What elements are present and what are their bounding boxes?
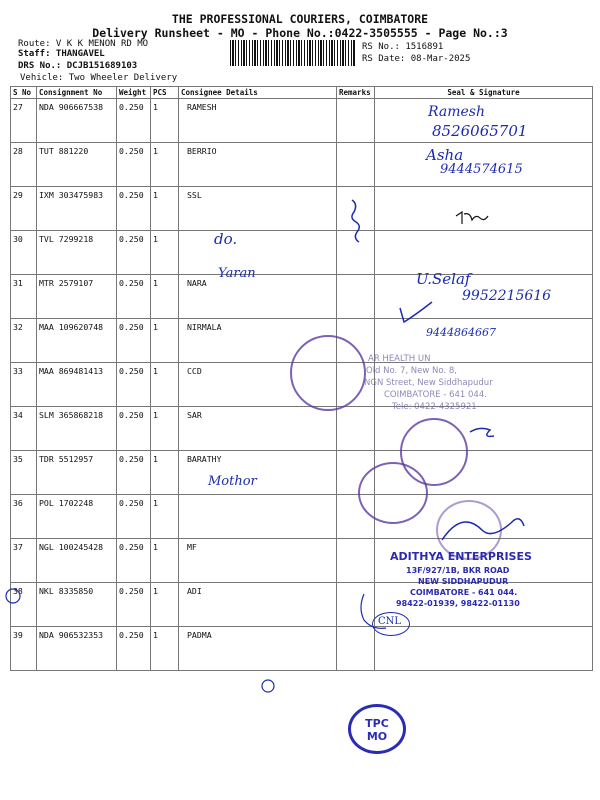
tpc-mo-stamp [348, 704, 406, 754]
signature-scribble [470, 428, 494, 436]
row-sno: 38 [11, 583, 37, 627]
vehicle-label: Vehicle: Two Wheeler Delivery [20, 73, 178, 83]
row-weight: 0.250 [117, 583, 151, 627]
row-consignment: NDA 906667538 [37, 99, 117, 143]
row-consignment: MAA 109620748 [37, 319, 117, 363]
row-marker-circle [6, 589, 20, 603]
adithya-stamp-line: 13F/927/1B, BKR ROAD [406, 566, 510, 575]
handwritten-name: Asha [426, 146, 464, 164]
row-pcs: 1 [151, 363, 179, 407]
col-header: Consignee Details [179, 87, 337, 99]
col-header: Seal & Signature [375, 87, 593, 99]
row-consignment: IXM 303475983 [37, 187, 117, 231]
row-sno: 30 [11, 231, 37, 275]
bracket-mark [352, 200, 359, 242]
signature-scribble [442, 519, 524, 540]
row-pcs: 1 [151, 451, 179, 495]
signature-scribble [361, 594, 386, 628]
row-sno: 33 [11, 363, 37, 407]
row-sno: 31 [11, 275, 37, 319]
adithya-stamp-name: ADITHYA ENTERPRISES [390, 550, 532, 563]
handwritten-phone: 9952215616 [462, 288, 552, 304]
row-consignee: MF [179, 539, 337, 583]
handwritten-phone: 8526065701 [432, 122, 528, 140]
col-header: PCS [151, 87, 179, 99]
row-weight: 0.250 [117, 539, 151, 583]
row-weight: 0.250 [117, 275, 151, 319]
handwritten-consignee: Mothor [208, 474, 257, 489]
row-sno: 27 [11, 99, 37, 143]
row-sno: 32 [11, 319, 37, 363]
row-sno: 37 [11, 539, 37, 583]
tpc-label: TPC [365, 717, 389, 730]
row-pcs: 1 [151, 99, 179, 143]
row-sno: 39 [11, 627, 37, 671]
rs-number: RS No.: 1516891 [362, 42, 444, 52]
adithya-stamp-line: COIMBATORE - 641 044. [410, 588, 518, 597]
row-consignment: TVL 7299218 [37, 231, 117, 275]
row-sno: 29 [11, 187, 37, 231]
row-pcs: 1 [151, 495, 179, 539]
health-stamp-name: AR HEALTH UN [368, 354, 431, 364]
row-weight: 0.250 [117, 495, 151, 539]
row-consignment: NGL 100245428 [37, 539, 117, 583]
row-weight: 0.250 [117, 99, 151, 143]
row-consignment: POL 1702248 [37, 495, 117, 539]
row-weight: 0.250 [117, 187, 151, 231]
row-consignment: TDR 5512957 [37, 451, 117, 495]
row-consignment: MAA 869481413 [37, 363, 117, 407]
row-consignee: PADMA [179, 627, 337, 671]
row-weight: 0.250 [117, 231, 151, 275]
row-consignment: TUT 881220 [37, 143, 117, 187]
company-title: THE PROFESSIONAL COURIERS, COIMBATORE [171, 12, 429, 26]
row-sno: 34 [11, 407, 37, 451]
health-stamp-line: Tele: 0422-4325921 [392, 402, 477, 412]
runsheet-title: Delivery Runsheet - MO - Phone No.:0422-3505555 - Page No.:3 [92, 26, 508, 40]
handwritten-phone: 9444574615 [440, 162, 523, 177]
row-consignee: CCD [179, 363, 337, 407]
row-pcs: 1 [151, 627, 179, 671]
row-pcs: 1 [151, 583, 179, 627]
row-pcs: 1 [151, 407, 179, 451]
row-weight: 0.250 [117, 451, 151, 495]
signature-scribble [456, 212, 488, 224]
row-consignee: BERRIO [179, 143, 337, 187]
tpc-branch: MO [366, 730, 388, 743]
signature-scribble [400, 302, 432, 322]
row-consignee: RAMESH [179, 99, 337, 143]
pen-dot-circle [262, 680, 274, 692]
row-consignee: SAR [179, 407, 337, 451]
row-pcs: 1 [151, 143, 179, 187]
row-consignment: NDA 906532353 [37, 627, 117, 671]
row-consignment: NKL 8335850 [37, 583, 117, 627]
route-label: Route: V K K MENON RD MO [18, 39, 149, 49]
row-weight: 0.250 [117, 363, 151, 407]
row-pcs: 1 [151, 187, 179, 231]
handwritten-consignee: do. [214, 230, 238, 248]
handwritten-remark: CNL [378, 616, 402, 627]
adithya-stamp-line: 98422-01939, 98422-01130 [396, 599, 520, 608]
row-sno: 36 [11, 495, 37, 539]
row-consignee: BARATHY [179, 451, 337, 495]
handwritten-phone: 9444864667 [426, 326, 496, 339]
row-consignment: SLM 365868218 [37, 407, 117, 451]
health-stamp-line: COIMBATORE - 641 044. [384, 390, 487, 400]
handwritten-name: Ramesh [428, 104, 485, 120]
row-pcs: 1 [151, 319, 179, 363]
col-header: Consignment No [37, 87, 117, 99]
health-stamp-line: Old No. 7, New No. 8, [366, 366, 457, 376]
handwritten-name: U.Selaf [416, 270, 471, 288]
col-header: S No [11, 87, 37, 99]
row-weight: 0.250 [117, 627, 151, 671]
row-consignment: MTR 2579107 [37, 275, 117, 319]
health-stamp-line: NGN Street, New Siddhapudur [364, 378, 493, 388]
row-pcs: 1 [151, 275, 179, 319]
drs-number: DRS No.: DCJB151689103 [18, 61, 138, 71]
adithya-stamp-line: NEW SIDDHAPUDUR [418, 577, 509, 586]
row-pcs: 1 [151, 231, 179, 275]
row-consignee: ADI [179, 583, 337, 627]
row-pcs: 1 [151, 539, 179, 583]
handwritten-consignee: Yaran [218, 266, 256, 281]
row-consignee: NIRMALA [179, 319, 337, 363]
row-consignee: SSL [179, 187, 337, 231]
staff-label: Staff: THANGAVEL [18, 49, 105, 59]
row-weight: 0.250 [117, 319, 151, 363]
col-header: Weight [117, 87, 151, 99]
row-sno: 35 [11, 451, 37, 495]
row-weight: 0.250 [117, 407, 151, 451]
row-consignee: NARA [179, 275, 337, 319]
row-sno: 28 [11, 143, 37, 187]
rs-date: RS Date: 08-Mar-2025 [362, 54, 471, 64]
row-weight: 0.250 [117, 143, 151, 187]
col-header: Remarks [337, 87, 375, 99]
